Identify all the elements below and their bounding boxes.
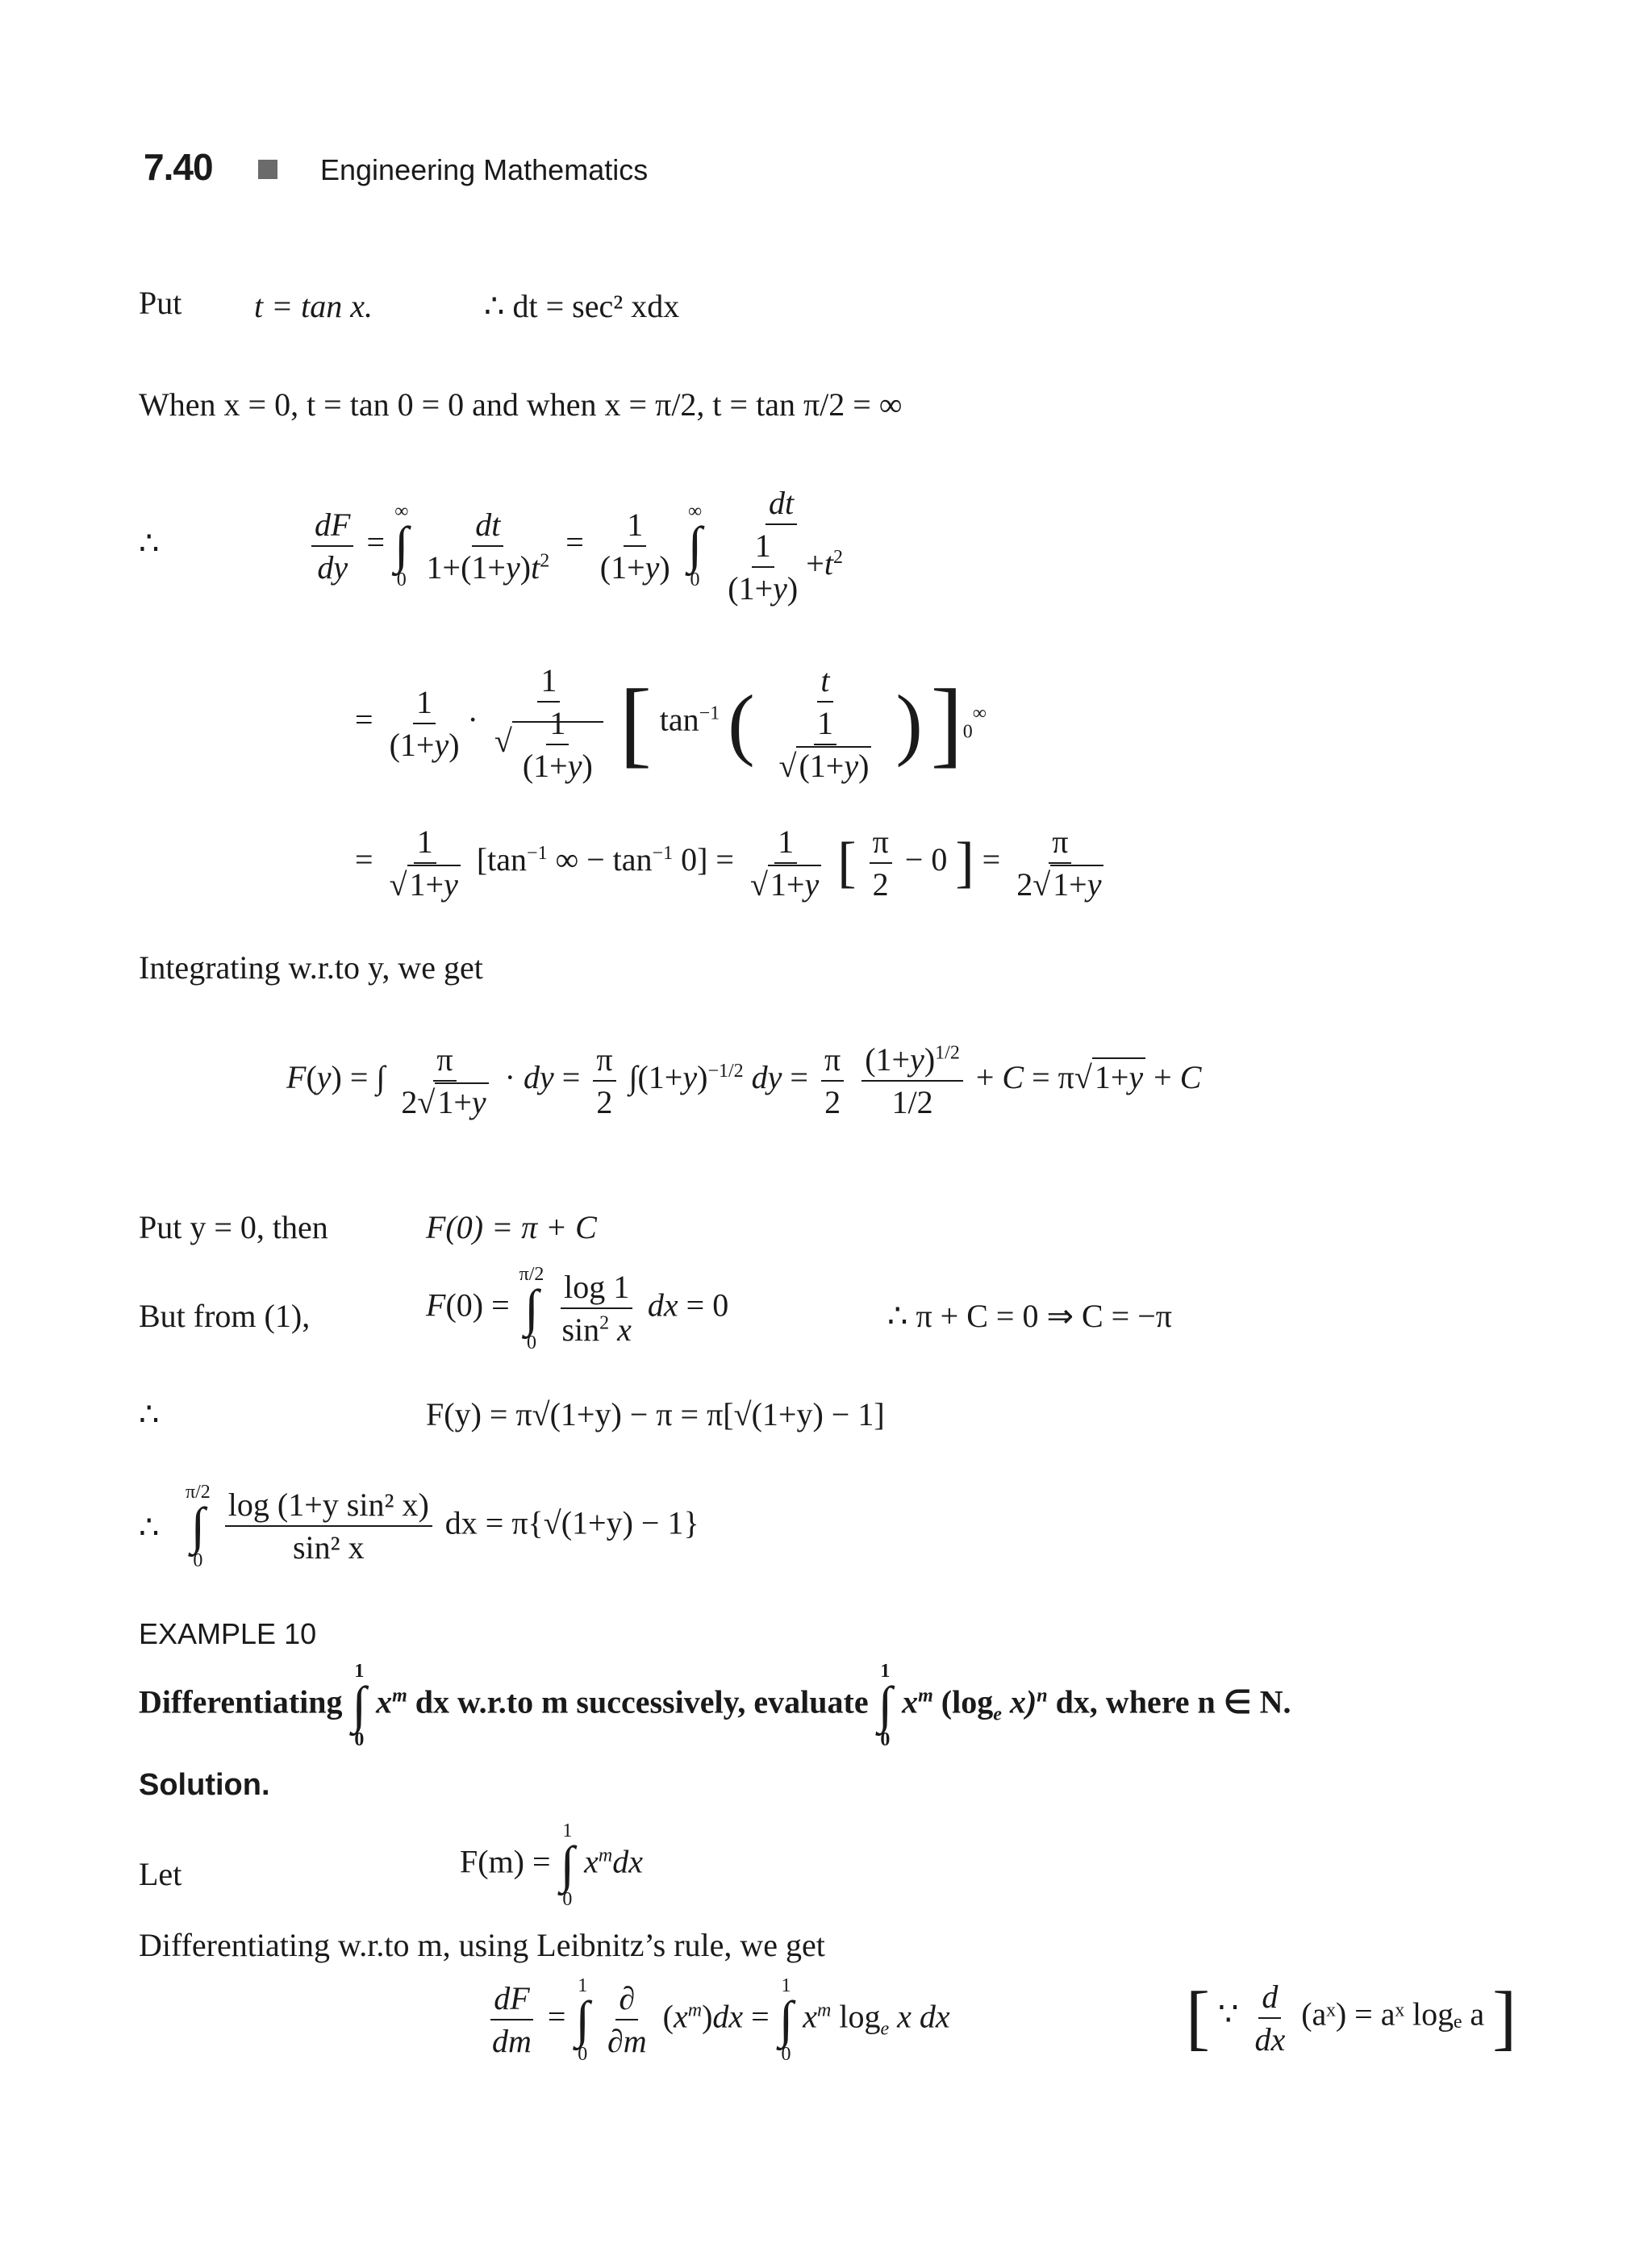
- therefore-2: ∴: [139, 1396, 160, 1432]
- page-number: 7.40: [144, 146, 213, 188]
- header-square-icon: [258, 160, 277, 179]
- statement-a: Differentiating: [139, 1683, 343, 1720]
- F0-integral: F(0) = π/2 ∫ 0 $\frac{\log 1}{\sin^2 x}$ dx = 0: [426, 1264, 729, 1353]
- final-numerator: log (1+y sin² x): [225, 1486, 432, 1527]
- let-label: Let: [139, 1856, 182, 1892]
- statement-c: dx w.r.to m successively, evaluate: [415, 1683, 869, 1720]
- put-result: [484, 287, 679, 325]
- final-rhs: dx = π{√(1+y) − 1}: [444, 1504, 699, 1541]
- solution-label: Solution.: [139, 1768, 270, 1802]
- dF-dy-equation: $\frac{dF}{dy}$ = ∞ ∫ 0 $\frac{dt}{1+(1+y)t^2}$ = $\frac{1}{(1+y)}$ ∞ ∫ 0 dt $\frac{1}{(1+y)}$ $+t^2$: [307, 484, 851, 607]
- statement-e: x): [1009, 1683, 1037, 1720]
- example-statement: Differentiating 1 ∫ 0 $x^m$ dx w.r.to m successively, evaluate 1 ∫ 0 $x^m$ ($\log_e$ x)$^n$ dx, where n ∈ N.: [139, 1661, 1291, 1750]
- statement-f: dx, where n ∈ N.: [1055, 1683, 1291, 1720]
- put-y0-expression: F(0) = π + C: [426, 1209, 597, 1245]
- example-label: EXAMPLE 10: [139, 1617, 317, 1650]
- pi-over-sqrt-step: = $\frac{1}{√1+y}$ [$\tan^{-1}$ ∞ − $\tan^{-1} 0$] = $\frac{1}{√1+y}$ [ $\frac{\pi}{2}$ − 0 ] = $\frac{\pi}{2√1+y}$: [355, 823, 1112, 903]
- let-expression: F(m) =: [460, 1843, 551, 1880]
- but-from-label: But from (1),: [139, 1298, 311, 1334]
- final-integral: π/2 ∫ 0 $\frac{\text{log (1+y sin² x)}}{\text{sin² x}}$ dx = π{√(1+y) − 1}: [186, 1482, 699, 1571]
- since-symbol: ∵: [1217, 1995, 1239, 2033]
- therefore-3: ∴: [139, 1509, 160, 1545]
- differentiating-line: Differentiating w.r.to m, using Leibnitz’s rule, we get: [139, 1927, 825, 1963]
- therefore-1: ∴: [139, 525, 160, 561]
- integrating-line: Integrating w.r.to y, we get: [139, 949, 483, 986]
- F-of-y-equation: F(y) = ∫ $\frac{\pi}{2√1+y}$ · dy = $\frac{\pi}{2}$ $\int(1+y)^{-1/2}$ dy = $\frac{\pi}{2}$ $\frac{(1+y)^{1/2}}{1/2}$ + C = π√1+y + C: [286, 1041, 1202, 1120]
- statement-d: (log: [941, 1683, 994, 1720]
- dF-dm-equation: $\frac{dF}{dm}$ = 1 ∫ 0 $\frac{\partial}{\partial m}$ $(x^m)dx$ = 1 ∫ 0 $x^m$ $\log_e x$ dx: [492, 1975, 950, 2065]
- book-title: Engineering Mathematics: [320, 153, 649, 186]
- tan-inverse-step: = $\frac{1}{(1+y)}$ · 1 √ $\frac{1}{(1+y)}$ [ $\tan^{-1}$ ( $\frac{t}{\frac{1}{√(1+y)}}$ ) ]$_0^\infty$: [355, 662, 987, 784]
- final-lower-limit: 0: [193, 1549, 203, 1571]
- when-line: When x = 0, t = tan 0 = 0 and when x = π/2, t = tan π/2 = ∞: [139, 386, 903, 423]
- since-note: [ ∵ $\frac{d}{dx}$ (aˣ) = aˣ logₑ a ]: [1186, 1978, 1517, 2058]
- final-upper-limit: π/2: [186, 1482, 211, 1503]
- put-expression: t = tan x.: [254, 288, 373, 324]
- put-result-text: ∴ dt = sec² xdx: [484, 288, 680, 324]
- final-denominator: sin² x: [292, 1529, 365, 1566]
- statement-b: x: [376, 1683, 393, 1720]
- F-of-y-final: F(y) = π√(1+y) − π = π[√(1+y) − 1]: [426, 1396, 885, 1432]
- F-of-m-definition: F(m) = 1 ∫ 0 $x^mdx$: [460, 1820, 643, 1910]
- since-expression: (aˣ) = aˣ logₑ a: [1301, 1995, 1485, 2033]
- but-from-result: ∴ π + C = 0 ⇒ C = −π: [887, 1298, 1172, 1334]
- put-label: Put: [139, 285, 182, 321]
- put-y0-label: Put y = 0, then: [139, 1209, 328, 1245]
